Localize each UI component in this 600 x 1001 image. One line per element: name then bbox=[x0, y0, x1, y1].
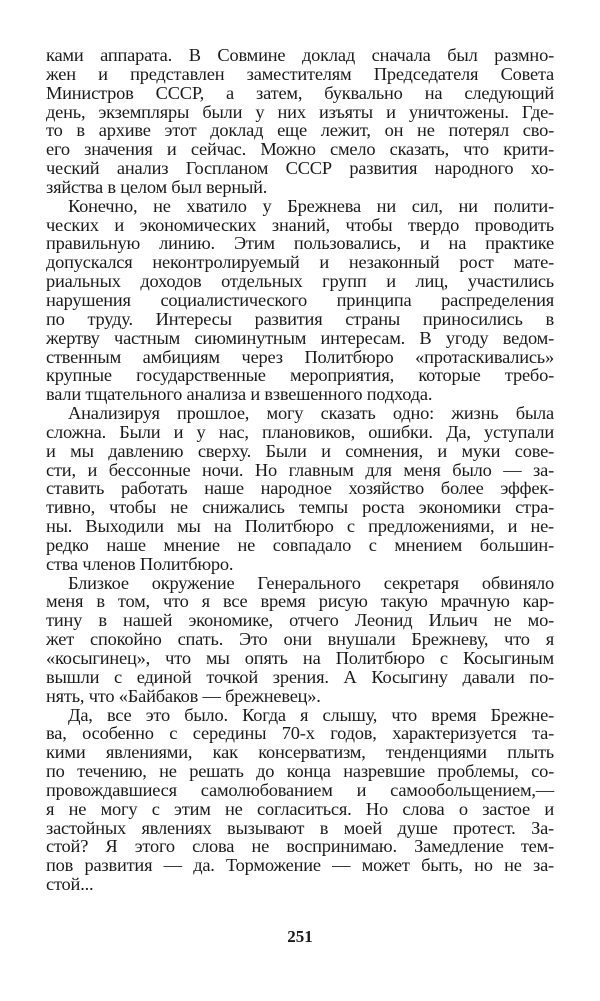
text-line: застойных явлениях вызывают в моей душе протест. За- bbox=[46, 817, 554, 838]
text-line: его значения и сейчас. Можно смело сказать, что крити- bbox=[46, 139, 554, 160]
text-line: жен и представлен заместителям Председателя Совета bbox=[46, 63, 554, 84]
paragraph-5 bbox=[46, 706, 554, 894]
text-line: ны. Выходили мы на Политбюро с предложениями, и не- bbox=[46, 516, 554, 537]
text-line: нарушения социалистического принципа распределения bbox=[46, 289, 554, 310]
text-line: стой? Я этого слова не воспринимаю. Замедление тем- bbox=[46, 836, 554, 857]
text-line: риальных доходов отдельных групп и лиц, участились bbox=[46, 271, 554, 292]
text-line: Анализируя прошлое, могу сказать одно: жизнь была bbox=[68, 403, 554, 424]
text-line: редко наше мнение не совпадало с мнением большин- bbox=[46, 534, 554, 555]
paragraph-2 bbox=[46, 197, 554, 404]
text-line: я не могу с этим не согласиться. Но слова о застое и bbox=[46, 798, 554, 819]
paragraph-1 bbox=[46, 46, 554, 197]
text-line: ками аппарата. В Совмине доклад сначала был размно- bbox=[46, 45, 554, 65]
text-line: стой... bbox=[46, 874, 94, 895]
text-line: меня в том, что я все время рисую такую мрачную кар- bbox=[46, 591, 554, 612]
text-line: Конечно, не хватило у Брежнева ни сил, ни полити- bbox=[68, 195, 554, 216]
text-line: ства членов Политбюро. bbox=[46, 553, 234, 574]
text-line: по течению, не решать до конца назревшие проблемы, со- bbox=[46, 761, 554, 782]
text-line: вышли с единой точкой зрения. А Косыгину давали по- bbox=[46, 666, 554, 687]
text-line: пов развития — да. Торможение — может быть, но не за- bbox=[46, 855, 554, 876]
page-number: 251 bbox=[287, 927, 313, 946]
text-line: кими явлениями, как консерватизм, тенденциями плыть bbox=[46, 742, 554, 763]
text-line: вали тщательного анализа и взвешенного подхода. bbox=[46, 384, 433, 405]
book-page-text bbox=[46, 46, 554, 894]
text-line: зяйства в целом был верный. bbox=[46, 176, 268, 197]
text-line: тивно, чтобы не снижались темпы роста экономики стра- bbox=[46, 497, 554, 518]
text-line: допускался неконтролируемый и незаконный рост мате- bbox=[46, 252, 554, 273]
text-line: сложна. Были и у нас, плановиков, ошибки. Да, уступали bbox=[46, 421, 554, 442]
paragraph-3 bbox=[46, 404, 554, 574]
text-line: тину в нашей экономике, отчего Леонид Ильич не мо- bbox=[46, 610, 554, 631]
text-line: ческих и экономических знаний, чтобы твердо проводить bbox=[46, 214, 554, 235]
text-line: ческий анализ Госпланом СССР развития народного хо- bbox=[46, 158, 554, 179]
text-line: нять, что «Байбаков — брежневец». bbox=[46, 685, 321, 706]
text-line: жет спокойно спать. Это они внушали Брежневу, что я bbox=[46, 629, 554, 650]
text-line: ва, особенно с середины 70-х годов, характеризуется та- bbox=[46, 723, 554, 744]
text-line: Да, все это было. Когда я слышу, что время Брежне- bbox=[68, 704, 554, 725]
text-line: правильную линию. Этим пользовались, и на практике bbox=[46, 233, 554, 254]
text-line: «косыгинец», что мы опять на Политбюро с Косыгиным bbox=[46, 648, 554, 668]
text-line: Близкое окружение Генерального секретаря обвиняло bbox=[68, 572, 554, 593]
text-line: провождавшиеся самолюбованием и самообольщением,— bbox=[46, 779, 554, 800]
text-line: то в архиве этот доклад еще лежит, он не потерял сво- bbox=[46, 120, 554, 141]
text-line: Министров СССР, а затем, буквально на следующий bbox=[46, 82, 554, 103]
text-line: и мы давлению сверху. Были и сомнения, и муки сове- bbox=[46, 440, 554, 461]
text-line: крупные государственные мероприятия, которые требо- bbox=[46, 365, 554, 386]
text-line: ставить работать наше народное хозяйство более эффек- bbox=[46, 478, 554, 499]
text-line: по труду. Интересы развития страны приносились в bbox=[46, 308, 554, 329]
text-line: ственным амбициям через Политбюро «протаскивались» bbox=[46, 346, 554, 367]
text-line: день, экземпляры были у них изъяты и уничтожены. Где- bbox=[46, 101, 554, 122]
text-line: сти, и бессонные ночи. Но главным для меня было — за- bbox=[46, 459, 554, 480]
paragraph-4 bbox=[46, 574, 554, 706]
text-line: жертву частным сиюминутным интересам. В угоду ведом- bbox=[46, 327, 554, 348]
